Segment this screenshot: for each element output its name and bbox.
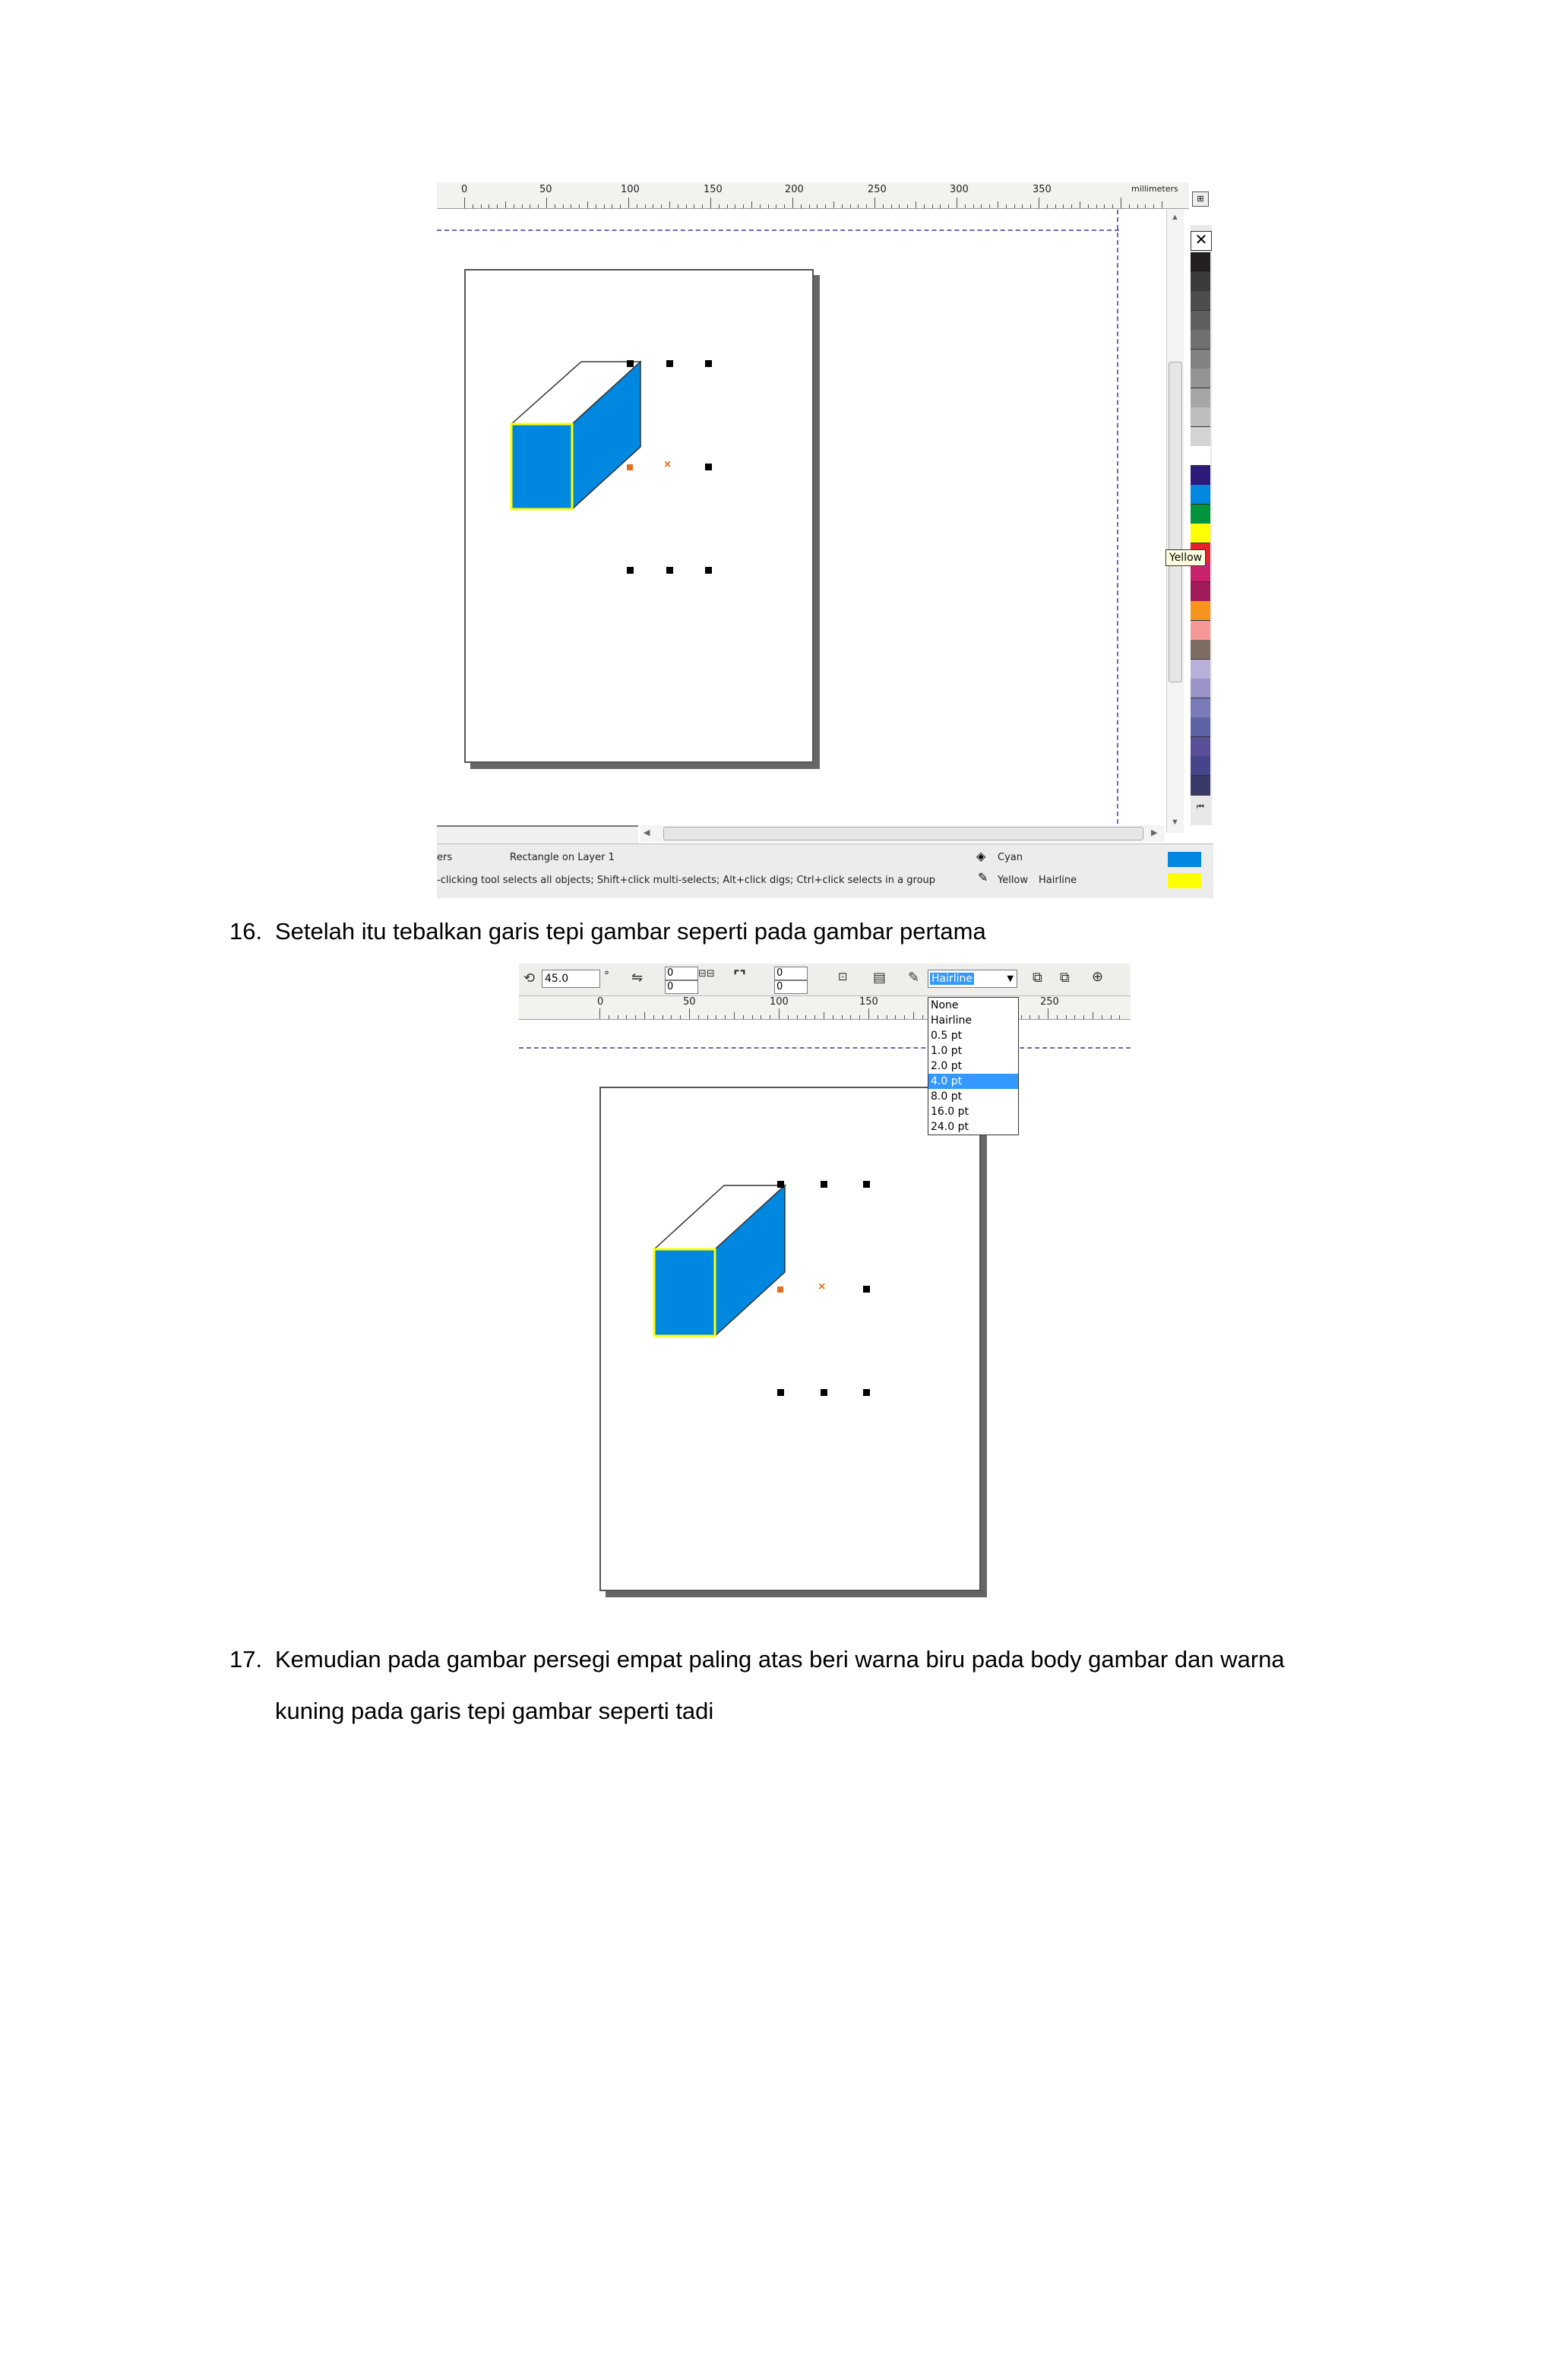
scroll-up-icon[interactable]: ▲ [1171,213,1179,222]
ruler-tick [981,204,982,208]
list-item-17 [229,1644,1285,1675]
ruler-tick [1066,1015,1067,1019]
ruler-tick [913,1012,914,1019]
ruler-label: 200 [785,184,804,195]
ruler-label: 100 [770,996,789,1008]
ruler-tick [760,204,761,208]
convert-to-curves-icon[interactable]: ⊕ [1092,969,1104,985]
selection-handle[interactable] [705,567,712,574]
ruler-tick [809,204,810,208]
ruler-tick [661,204,662,208]
ruler-label: 50 [539,184,552,195]
palette-swatch[interactable] [1191,524,1210,543]
cube-front-face [511,424,572,509]
ruler-tick [497,204,498,208]
ruler-tick [1063,204,1064,208]
palette-swatch[interactable] [1191,311,1210,331]
ruler-tick [579,204,580,208]
ruler-tick [817,204,818,208]
ruler-tick [464,198,465,208]
lock-corners-icon[interactable]: ⊟⊟ [698,968,715,980]
dropdown-option[interactable]: 16.0 pt [931,1106,969,1118]
ruler-tick [1096,204,1097,208]
ruler-tick [850,1015,851,1019]
palette-swatch[interactable] [1191,291,1210,311]
palette-swatch[interactable] [1191,252,1210,272]
guideline-horizontal [519,1047,1131,1049]
ruler-label: 250 [1040,996,1059,1008]
ruler-tick [698,1015,699,1019]
palette-swatch[interactable] [1191,601,1210,621]
ruler-tick [707,1015,708,1019]
fill-bucket-icon: ◈ [976,850,986,863]
palette-swatch[interactable] [1191,350,1210,369]
page-tabs-area [437,825,638,843]
ruler-tick [1104,204,1105,208]
ruler-tick [797,1015,798,1019]
dropdown-option[interactable]: Hairline [931,1014,972,1027]
screenshot-coreldraw-workspace-2 [519,964,1131,1603]
palette-swatch[interactable] [1191,427,1210,447]
ruler-tick [1088,204,1089,208]
ruler-tick [1137,204,1138,208]
ruler-label: 150 [704,184,723,195]
ruler-tick [546,198,547,208]
corner-field-1[interactable]: 0 [665,967,698,980]
cube-front-face [654,1249,715,1336]
cube-drawing[interactable] [505,357,688,578]
ruler-tick [635,1015,636,1019]
corner-field-3[interactable]: 0 [774,967,808,980]
ruler-tick [788,1015,789,1019]
ruler-tick [686,204,687,208]
ruler-tick [858,204,859,208]
list-number: 16. [229,918,263,945]
ruler-tick [1029,1015,1030,1019]
ruler-tick [922,1015,923,1019]
ruler-label: 150 [859,996,878,1008]
ruler-tick [587,201,588,208]
ruler-tick [725,1015,726,1019]
selection-handle[interactable] [821,1389,827,1396]
selection-handle[interactable] [821,1181,827,1188]
status-bar [437,843,1213,898]
lock-icon[interactable]: ⊡ [838,970,848,983]
ruler-tick [505,201,506,208]
ruler-tick [866,204,867,208]
ruler-label: 0 [597,996,604,1008]
palette-swatch[interactable] [1191,660,1210,679]
rotation-center-icon[interactable]: × [818,1280,826,1293]
ruler-tick [874,198,875,208]
fill-color-swatch[interactable] [1168,852,1201,867]
ruler-tick [907,204,908,208]
list-number: 17. [229,1646,263,1673]
horizontal-ruler [437,182,1189,209]
outline-pen-icon: ✎ [978,872,988,885]
ruler-tick [751,201,752,208]
ruler-tick [899,204,900,208]
ruler-tick [842,1015,843,1019]
selection-handle[interactable] [705,360,712,367]
palette-swatch[interactable] [1191,621,1210,641]
ruler-tick [1083,1015,1084,1019]
palette-swatch[interactable] [1191,717,1210,737]
scroll-thumb[interactable] [663,827,1143,840]
ruler-tick [734,1012,735,1019]
scroll-thumb[interactable] [1169,362,1182,682]
ruler-label: 0 [461,184,468,195]
ruler-tick [842,204,843,208]
dropdown-option[interactable]: 1.0 pt [931,1045,963,1057]
ruler-label: 100 [621,184,640,195]
ruler-tick [727,204,728,208]
ruler-tick [859,1015,860,1019]
palette-swatch[interactable] [1191,407,1210,427]
vertical-scrollbar[interactable] [1166,210,1184,833]
cube-drawing[interactable] [648,1181,838,1401]
ruler-tick [752,1015,753,1019]
scroll-down-icon[interactable]: ▼ [1171,818,1179,827]
dropdown-option[interactable]: None [931,999,959,1011]
selection-handle[interactable] [666,567,673,574]
ruler-tick [932,204,933,208]
ruler-tick [563,204,564,208]
palette-swatch[interactable] [1191,272,1210,292]
ruler-tick [689,1008,690,1019]
selection-handle[interactable] [863,1286,870,1293]
ruler-label: 50 [683,996,696,1008]
wrap-text-icon[interactable]: ▤ [873,970,887,986]
ruler-label: 250 [868,184,887,195]
selection-handle[interactable] [705,464,712,470]
ruler-tick [948,204,949,208]
ruler-tick [940,204,941,208]
ruler-tick [1006,204,1007,208]
ruler-tick [1145,204,1146,208]
scroll-left-icon[interactable]: ◀ [644,828,650,837]
ruler-tick [1112,204,1113,208]
to-back-icon[interactable]: ⧉ [1060,970,1070,986]
palette-swatch[interactable] [1191,776,1210,796]
outline-width-dropdown[interactable] [928,997,1019,1135]
ruler-tick [671,1015,672,1019]
ruler-tick [850,204,851,208]
ruler-tick [1129,204,1130,208]
palette-swatch[interactable] [1191,582,1210,602]
ruler-tick [973,204,974,208]
status-left-fragment: ers [437,852,453,863]
ruler-tick [779,1008,780,1019]
rotation-center-icon[interactable]: × [664,458,672,471]
color-tooltip: Yellow [1165,549,1206,566]
ruler-tick [538,204,539,208]
corner-field-4[interactable]: 0 [774,980,808,994]
ruler-tick [1055,204,1056,208]
selection-handle[interactable] [777,1181,784,1188]
ruler-tick [1047,204,1048,208]
ruler-tick [792,198,793,208]
palette-swatch[interactable] [1191,756,1210,776]
ruler-tick [989,204,990,208]
selection-handle[interactable] [627,360,634,367]
corner-bracket-icon[interactable]: ⌜⌝ [733,968,746,984]
dropdown-option[interactable]: 2.0 pt [931,1060,963,1072]
ruler-tick [768,204,769,208]
degree-symbol: ° [604,970,609,982]
ruler-tick [743,204,744,208]
ruler-tick [620,204,621,208]
scroll-right-icon[interactable]: ▶ [1151,828,1158,837]
palette-swatch[interactable] [1191,505,1210,524]
ruler-tick [669,201,670,208]
outline-width-select[interactable]: Hairline ▼ [928,970,1017,988]
color-palette [1191,225,1212,825]
palette-swatch[interactable] [1191,737,1210,757]
ruler-tick [1111,1015,1112,1019]
screenshot-coreldraw-workspace-1 [437,182,1213,898]
palette-scroll-icon[interactable]: ⏮ [1197,802,1204,812]
status-object-info: Rectangle on Layer 1 [510,852,615,863]
palette-swatch[interactable] [1191,330,1210,350]
dropdown-option[interactable]: 0.5 pt [931,1030,963,1042]
no-color-swatch[interactable]: ✕ [1191,231,1212,251]
dropdown-option[interactable]: 8.0 pt [931,1090,963,1103]
ruler-tick [965,204,966,208]
horizontal-scrollbar[interactable] [640,825,1165,842]
ruler-tick [825,204,826,208]
dropdown-option[interactable]: 24.0 pt [931,1121,969,1133]
palette-swatch[interactable] [1191,446,1210,466]
outline-color-swatch[interactable] [1168,873,1201,888]
ruler-tick [895,1015,896,1019]
palette-swatch[interactable] [1191,485,1210,505]
ruler-tick [784,204,785,208]
property-bar [519,964,1131,996]
ruler-tick [805,1015,806,1019]
ruler-tick [743,1015,744,1019]
ruler-tick [1119,1015,1120,1019]
ruler-tick [1030,204,1031,208]
ruler-tick [1022,204,1023,208]
ruler-tick [645,204,646,208]
selection-handle[interactable] [777,1389,784,1396]
mirror-icon[interactable]: ⇋ [631,970,644,986]
ruler-tick [628,198,629,208]
rotation-angle-input[interactable]: 45.0 [542,970,600,988]
guideline-vertical [1117,210,1118,831]
palette-swatch[interactable] [1191,369,1210,388]
ruler-label: 350 [1033,184,1052,195]
selection-handle[interactable] [666,360,673,367]
ruler-tick [626,1015,627,1019]
ruler-tick [1057,1015,1058,1019]
chevron-down-icon: ▼ [1007,973,1014,983]
list-text-line-1: Kemudian pada gambar persegi empat paling atas beri warna biru pada body gambar dan warna [275,1646,1285,1673]
ruler-corner-icon[interactable]: ⊞ [1192,191,1209,207]
ruler-units: millimeters [1131,184,1178,194]
ruler-tick [883,204,884,208]
ruler-tick [924,204,925,208]
center-marker [777,1287,783,1293]
ruler-tick [801,204,802,208]
ruler-tick [702,204,703,208]
selection-handle[interactable] [863,1181,870,1188]
dropdown-option[interactable]: 4.0 pt [928,1074,1018,1089]
ruler-tick [814,1015,815,1019]
guideline-horizontal [437,229,1119,231]
ruler-tick [604,204,605,208]
palette-swatch[interactable] [1191,698,1210,718]
status-hint: -clicking tool selects all objects; Shift+click multi-selects; Alt+click digs; Ctrl+click selects in a group [437,875,936,886]
ruler-tick [1074,1015,1075,1019]
selection-handle[interactable] [627,567,634,574]
status-outline-width-label: Hairline [1039,875,1077,886]
list-item-16 [229,916,986,947]
ruler-tick [1071,204,1072,208]
status-fill-label: Cyan [998,852,1023,863]
pen-icon: ✎ [908,970,920,986]
list-item-17-line-2: kuning pada garis tepi gambar seperti tadi [275,1698,714,1724]
ruler-tick [644,1012,645,1019]
ruler-tick [891,204,892,208]
horizontal-ruler [519,996,1131,1020]
ruler-tick [599,1008,600,1019]
ruler-label: 300 [950,184,969,195]
center-marker [627,464,633,470]
ruler-tick [1153,204,1154,208]
palette-swatch[interactable] [1191,640,1210,660]
ruler-tick [680,1015,681,1019]
corner-field-2[interactable]: 0 [665,980,698,994]
ruler-tick [868,1008,869,1019]
ruler-tick [1021,1015,1022,1019]
palette-swatch[interactable] [1191,388,1210,408]
ruler-tick [833,201,834,208]
ruler-tick [481,204,482,208]
ruler-tick [653,1015,654,1019]
selection-handle[interactable] [863,1389,870,1396]
ruler-tick [1014,204,1015,208]
ruler-tick [522,204,523,208]
list-text: Setelah itu tebalkan garis tepi gambar seperti pada gambar pertama [275,918,986,945]
rotate-icon: ⟲ [523,970,536,986]
palette-swatch[interactable] [1191,466,1210,486]
palette-swatch[interactable] [1191,679,1210,698]
to-front-icon[interactable]: ⧉ [1033,970,1042,986]
ruler-tick [710,198,711,208]
ruler-tick [904,1015,905,1019]
status-outline-color-label: Yellow [998,875,1029,886]
